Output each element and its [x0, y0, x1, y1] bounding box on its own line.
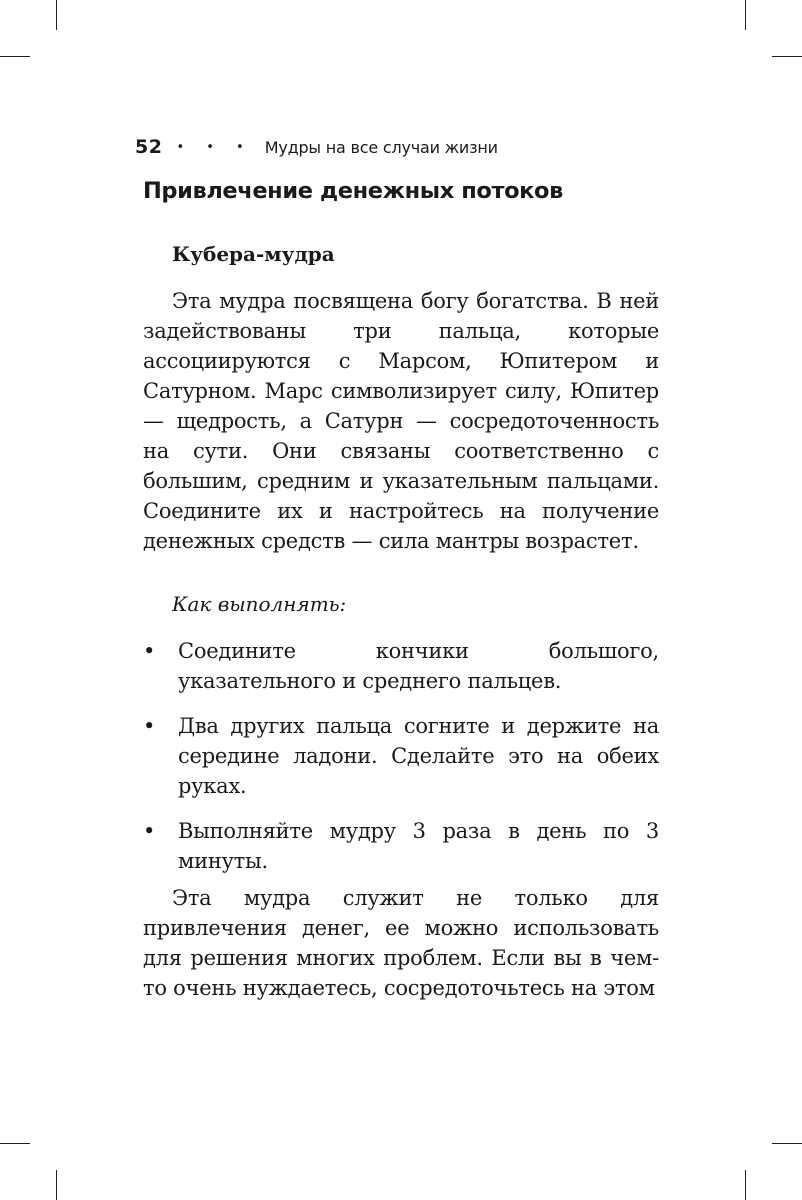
bullet-icon: •	[143, 714, 156, 738]
crop-mark-top-right	[745, 0, 746, 30]
closing-paragraph-block	[143, 883, 659, 1003]
crop-mark-bottom-left	[56, 1170, 57, 1200]
list-item	[143, 636, 659, 696]
bullet-icon: •	[143, 639, 156, 663]
closing-paragraph: Эта мудра служит не только для привлечения денег, ее можно использовать для решения многих проблем. Если вы в чем-то очень нуждаетесь, сосредоточьтесь на этом	[143, 886, 659, 1000]
list-item	[143, 816, 659, 876]
step-text: Два других пальца согните и держите на середине ладони. Сделайте это на обеих руках.	[178, 714, 659, 798]
crop-mark-bottom-right	[745, 1170, 746, 1200]
step-text: Соедините кончики большого, указательного и среднего пальцев.	[178, 639, 659, 693]
running-header	[135, 133, 498, 161]
steps-list	[143, 636, 659, 891]
section-title: Привлечение денежных потоков	[143, 178, 563, 204]
intro-paragraph-block	[143, 286, 659, 556]
mudra-title: Кубера-мудра	[172, 242, 335, 266]
running-title: Мудры на все случаи жизни	[264, 137, 498, 157]
list-item	[143, 711, 659, 801]
crop-mark-left-lower	[0, 1143, 30, 1144]
crop-mark-right-upper	[772, 56, 802, 57]
step-text: Выполняйте мудру 3 раза в день по 3 минуты.	[178, 819, 659, 873]
page-number: 52	[135, 136, 163, 158]
crop-mark-top-left	[56, 0, 57, 30]
header-dots: • • •	[176, 139, 253, 155]
intro-paragraph: Эта мудра посвящена богу богатства. В ней задействованы три пальца, которые ассоциируются с Марсом, Юпитером и Сатурном. Марс символизирует силу, Юпитер — щедрость, а Сатурн — сосредоточенность на сути. Они связаны соответственно с большим, средним и указательным пальцами. Соедините их и настройтесь на получение денежных средств — сила мантры возрастет.	[143, 289, 659, 553]
how-to-heading: Как выполнять:	[172, 592, 347, 616]
crop-mark-left-upper	[0, 56, 30, 57]
bullet-icon: •	[143, 819, 156, 843]
crop-mark-right-lower	[772, 1143, 802, 1144]
